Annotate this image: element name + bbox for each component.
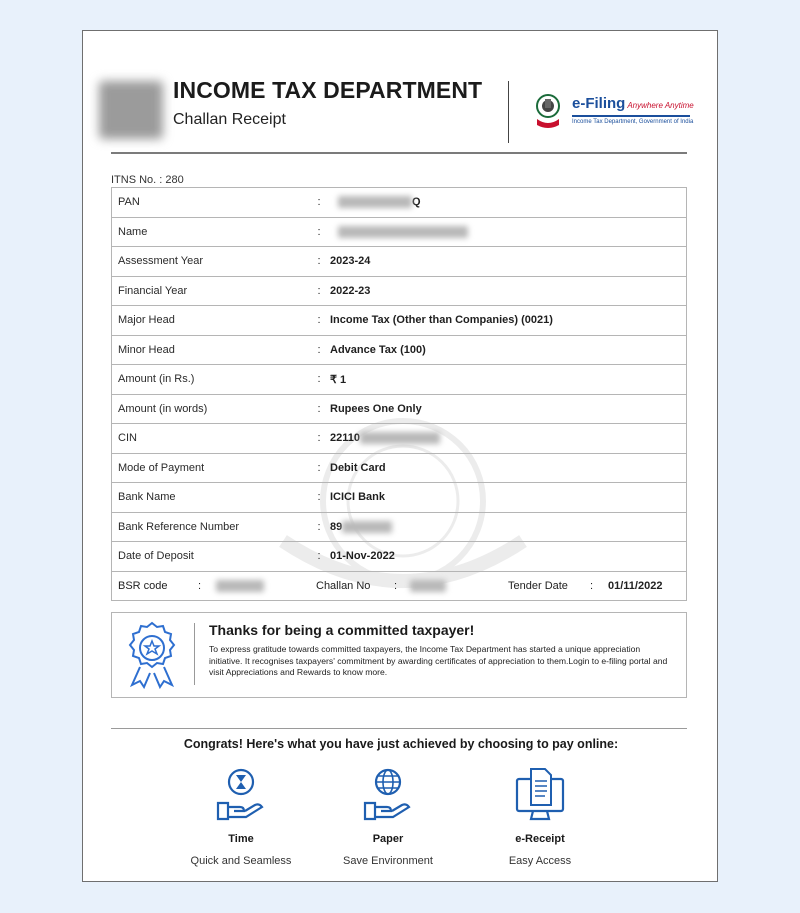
table-row bbox=[112, 217, 687, 247]
header-rule bbox=[111, 152, 687, 154]
table-row bbox=[112, 483, 687, 513]
row-label-mode-of-payment: Mode of Payment bbox=[112, 453, 315, 483]
challan-label: Challan No bbox=[316, 579, 371, 592]
benefit-paper-subtitle: Save Environment bbox=[343, 855, 433, 867]
row-value-bank-reference-number bbox=[324, 512, 687, 542]
benefit-paper bbox=[323, 767, 453, 867]
row-value-text: 2023-24 bbox=[330, 255, 371, 268]
benefit-ereceipt-subtitle: Easy Access bbox=[508, 855, 572, 867]
benefit-time-title: Time bbox=[228, 833, 254, 845]
thanks-divider bbox=[194, 623, 195, 685]
row-label-minor-head: Minor Head bbox=[112, 335, 315, 365]
row-colon: : bbox=[314, 453, 324, 483]
redacted-value bbox=[338, 196, 412, 208]
bsr-label: BSR code bbox=[118, 579, 168, 592]
row-value-text: Income Tax (Other than Companies) (0021) bbox=[330, 314, 553, 327]
thanks-text: To express gratitude towards committed taxpayers, the Income Tax Department has started a unique appreciation initiative. It recognises taxpayers' commitment by awarding certificates of appreciation to them.Login to e-filing portal and visit Appreciations and Rewards to know more. bbox=[209, 644, 668, 677]
row-colon: : bbox=[314, 365, 324, 395]
row-label-bank-reference-number: Bank Reference Number bbox=[112, 512, 315, 542]
row-colon: : bbox=[314, 542, 324, 572]
row-value-date-of-deposit bbox=[324, 542, 687, 572]
row-value-amount-in-rs bbox=[324, 365, 687, 395]
benefit-time-subtitle: Quick and Seamless bbox=[190, 855, 292, 867]
row-colon: : bbox=[314, 483, 324, 513]
benefit-paper-title: Paper bbox=[372, 833, 404, 845]
tender-colon: : bbox=[590, 579, 594, 592]
thanks-box bbox=[111, 612, 687, 698]
row-label-amount-in-words: Amount (in words) bbox=[112, 394, 315, 424]
bsr-row bbox=[112, 571, 687, 601]
efiling-brand bbox=[572, 95, 694, 112]
row-value-financial-year bbox=[324, 276, 687, 306]
row-value-amount-in-words bbox=[324, 394, 687, 424]
table-row bbox=[112, 512, 687, 542]
row-label-assessment-year: Assessment Year bbox=[112, 247, 315, 277]
row-label-bank-name: Bank Name bbox=[112, 483, 315, 513]
row-colon: : bbox=[314, 306, 324, 336]
receipt-subtitle: Challan Receipt bbox=[173, 111, 286, 128]
challan-colon: : bbox=[394, 579, 398, 592]
row-colon: : bbox=[314, 247, 324, 277]
table-row bbox=[112, 424, 687, 454]
redacted-value bbox=[360, 432, 440, 444]
efiling-subtext: Income Tax Department, Government of India bbox=[572, 119, 694, 125]
table-row bbox=[112, 188, 687, 218]
row-colon: : bbox=[314, 217, 324, 247]
table-row bbox=[112, 542, 687, 572]
efiling-underline bbox=[572, 115, 690, 117]
row-value-pan bbox=[324, 188, 687, 218]
challan-details-table bbox=[111, 187, 687, 601]
challan-receipt-page bbox=[82, 30, 718, 882]
row-value-text: 89 bbox=[330, 520, 343, 533]
redacted-logo bbox=[99, 81, 163, 139]
row-colon: : bbox=[314, 394, 324, 424]
table-row bbox=[112, 335, 687, 365]
row-value-text: 01-Nov-2022 bbox=[330, 550, 395, 563]
row-value-mode-of-payment bbox=[324, 453, 687, 483]
row-value-assessment-year bbox=[324, 247, 687, 277]
monitor-document-icon bbox=[513, 767, 567, 825]
table-row bbox=[112, 276, 687, 306]
row-value-text: ₹ 1 bbox=[330, 373, 347, 386]
benefit-time bbox=[176, 767, 306, 867]
row-value-major-head bbox=[324, 306, 687, 336]
benefit-ereceipt-title: e-Receipt bbox=[515, 833, 565, 845]
department-title: INCOME TAX DEPARTMENT bbox=[173, 77, 483, 103]
row-value-text: 22110 bbox=[330, 432, 360, 445]
row-colon: : bbox=[314, 512, 324, 542]
row-colon: : bbox=[314, 188, 324, 218]
row-value-text: Advance Tax (100) bbox=[330, 343, 426, 356]
efiling-tagline: Anywhere Anytime bbox=[627, 101, 694, 110]
hourglass-hand-icon bbox=[214, 767, 268, 825]
row-label-major-head: Major Head bbox=[112, 306, 315, 336]
efiling-brand-text: e-Filing bbox=[572, 95, 626, 112]
row-label-name: Name bbox=[112, 217, 315, 247]
row-colon: : bbox=[314, 276, 324, 306]
row-value-minor-head bbox=[324, 335, 687, 365]
table-row bbox=[112, 306, 687, 336]
row-value-text: Q bbox=[412, 196, 421, 209]
row-colon: : bbox=[314, 335, 324, 365]
thanks-title: Thanks for being a committed taxpayer! bbox=[209, 622, 475, 638]
benefit-ereceipt bbox=[475, 767, 605, 867]
redacted-value bbox=[342, 521, 392, 533]
table-row bbox=[112, 394, 687, 424]
row-label-amount-in-rs: Amount (in Rs.) bbox=[112, 365, 315, 395]
row-label-financial-year: Financial Year bbox=[112, 276, 315, 306]
tender-date-label: Tender Date bbox=[508, 579, 568, 592]
row-value-text: Debit Card bbox=[330, 461, 386, 474]
award-badge-icon bbox=[124, 621, 180, 689]
row-value-text: ICICI Bank bbox=[330, 491, 386, 504]
row-label-date-of-deposit: Date of Deposit bbox=[112, 542, 315, 572]
table-row bbox=[112, 453, 687, 483]
redacted-bsr-code bbox=[216, 580, 264, 592]
header-divider bbox=[508, 81, 509, 143]
emblem-icon bbox=[533, 93, 563, 131]
globe-hand-icon bbox=[361, 767, 415, 825]
tender-date-value: 01/11/2022 bbox=[608, 579, 663, 592]
row-colon: : bbox=[314, 424, 324, 454]
redacted-challan-no bbox=[410, 580, 446, 592]
row-value-bank-name bbox=[324, 483, 687, 513]
row-label-pan: PAN bbox=[112, 188, 315, 218]
congrats-rule bbox=[111, 728, 687, 729]
row-value-text: Rupees One Only bbox=[330, 402, 422, 415]
table-row bbox=[112, 247, 687, 277]
bsr-colon: : bbox=[198, 579, 202, 592]
redacted-value bbox=[338, 226, 468, 238]
row-label-cin: CIN bbox=[112, 424, 315, 454]
row-value-cin bbox=[324, 424, 687, 454]
table-row bbox=[112, 365, 687, 395]
row-value-name bbox=[324, 217, 687, 247]
congrats-heading: Congrats! Here's what you have just achieved by choosing to pay online: bbox=[183, 737, 619, 751]
itns-number: ITNS No. : 280 bbox=[111, 174, 184, 186]
row-value-text: 2022-23 bbox=[330, 284, 371, 297]
